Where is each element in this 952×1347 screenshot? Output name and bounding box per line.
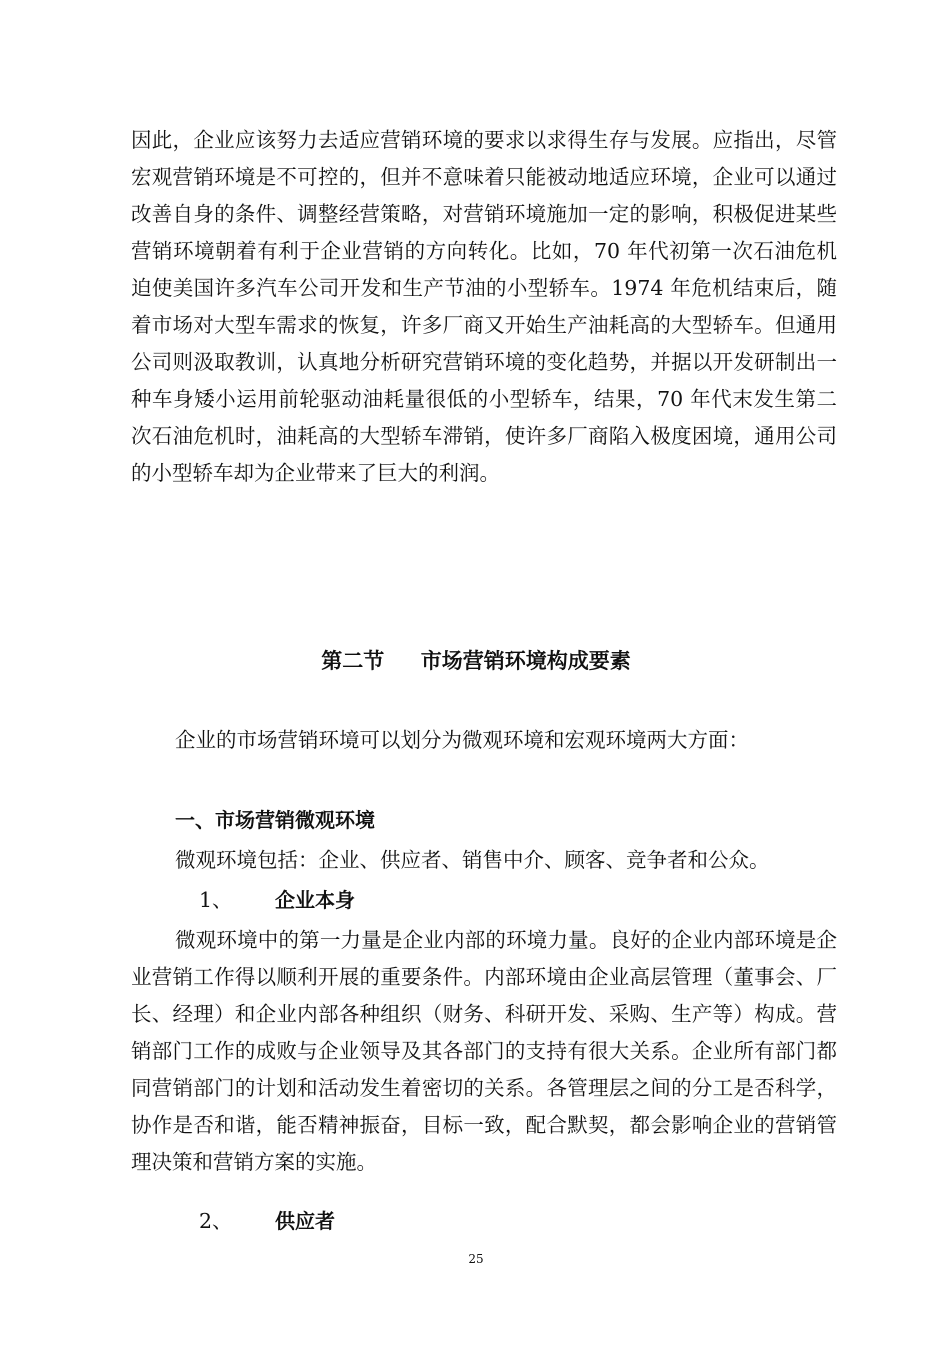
item-heading-enterprise (199, 882, 355, 919)
item-number: 1、 (199, 888, 233, 912)
section-intro: 企业的市场营销环境可以划分为微观环境和宏观环境两大方面： (175, 728, 749, 752)
item-body-enterprise: 微观环境中的第一力量是企业内部的环境力量。良好的企业内部环境是企业营销工作得以顺利开展的重要条件。内部环境由企业高层管理（董事会、厂长、经理）和企业内部各种组织（财务、科研开发、采购、生产等）构成。营销部门工作的成败与企业领导及其各部门的支持有很大关系。企业所有部门都同营销部门的计划和活动发生着密切的关系。各管理层之间的分工是否科学，协作是否和谐，能否精神振奋，目标一致，配合默契，都会影响企业的营销管理决策和营销方案的实施。 (131, 928, 837, 1174)
subsection-heading: 一、市场营销微观环境 (175, 808, 375, 832)
item-number: 2、 (199, 1209, 233, 1233)
page-number: 25 (468, 1252, 484, 1266)
intro-paragraph: 因此，企业应该努力去适应营销环境的要求以求得生存与发展。应指出，尽管宏观营销环境是不可控的，但并不意味着只能被动地适应环境，企业可以通过改善自身的条件、调整经营策略，对营销环境施加一定的影响，积极促进某些营销环境朝着有利于企业营销的方向转化。比如，70 年代初第一次石油危机迫使美国许多汽车公司开发和生产节油的小型轿车。1974 年危机结束后，随着市场对大型车需求的恢复，许多厂商又开始生产油耗高的大型轿车。但通用公司则汲取教训，认真地分析研究营销环境的变化趋势，并据以开发研制出一种车身矮小运用前轮驱动油耗量很低的小型轿车，结果，70 年代末发生第二次石油危机时，油耗高的大型轿车滞销，使许多厂商陷入极度困境，通用公司的小型轿车却为企业带来了巨大的利润。 (131, 128, 837, 485)
item-heading-suppliers (199, 1203, 335, 1240)
section-number: 第二节 (321, 648, 385, 673)
section-title-text: 市场营销环境构成要素 (420, 648, 631, 673)
section-title (0, 644, 952, 678)
item-label: 供应者 (275, 1209, 335, 1233)
subsection-intro: 微观环境包括：企业、供应者、销售中介、顾客、竞争者和公众。 (175, 848, 770, 872)
item-label: 企业本身 (275, 888, 355, 912)
